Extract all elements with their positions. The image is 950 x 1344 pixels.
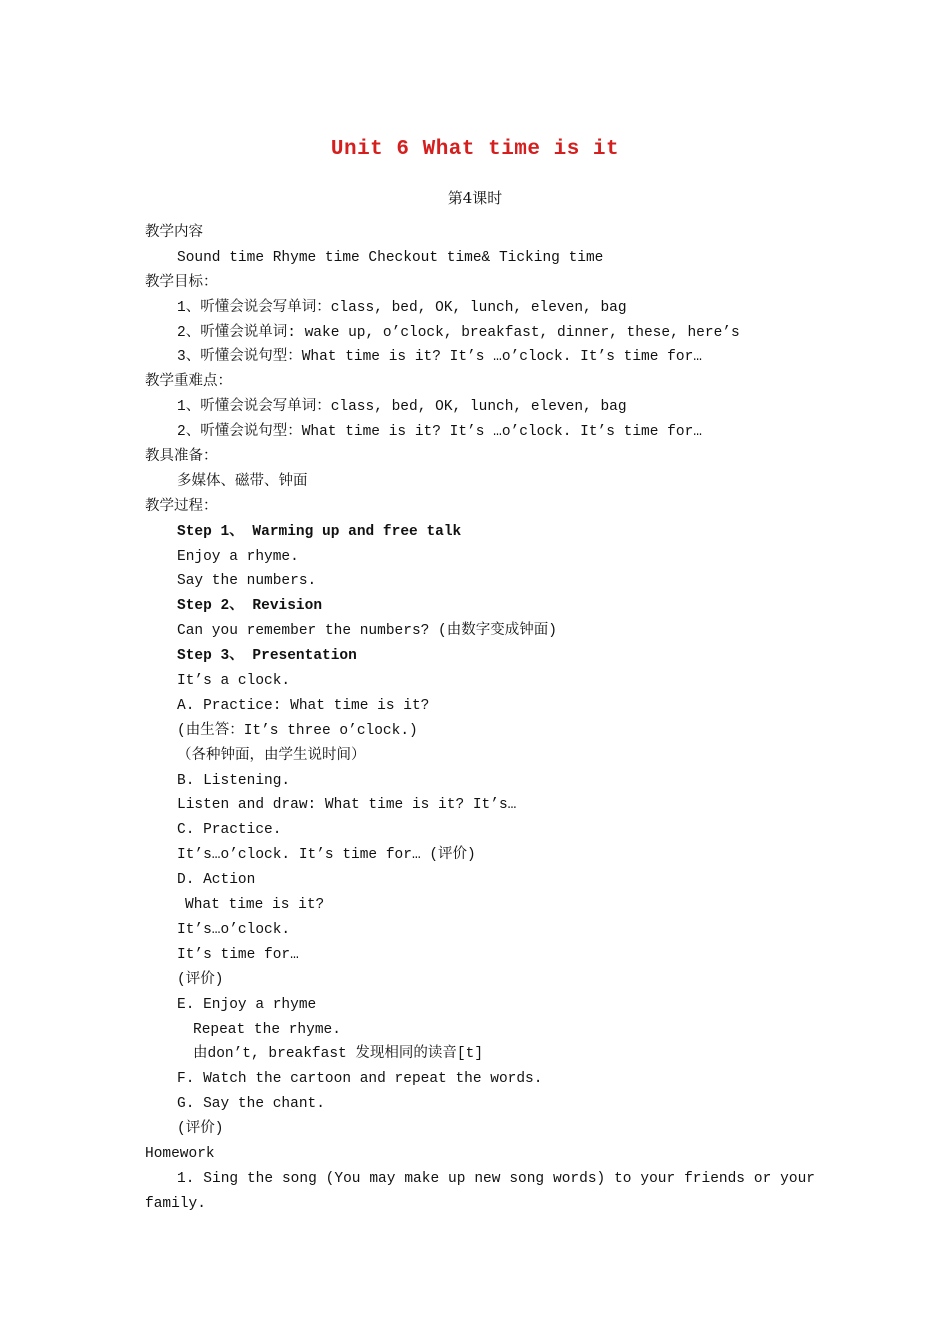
body-line: 由don’t, breakfast 发现相同的读音[t]: [193, 1046, 484, 1063]
section-heading: 教学内容: [145, 225, 203, 241]
body-line: 3、听懂会说句型：What time is it? It’s …o’clock. It’s time for…: [177, 349, 702, 366]
body-line: 2、听懂会说单词: wake up, o’clock, breakfast, dinner, these, here’s: [177, 324, 740, 341]
body-line: It’s…o’clock.: [177, 921, 291, 938]
section-heading: 教学过程：: [145, 498, 218, 515]
body-line: （各种钟面，由学生说时间）: [177, 747, 366, 764]
body-line: It’s…o’clock. It’s time for… (评价): [177, 847, 476, 864]
document-title: Unit 6 What time is it: [330, 138, 620, 161]
body-line: Repeat the rhyme.: [193, 1021, 341, 1038]
body-line: G. Say the chant.: [177, 1096, 325, 1113]
body-line: What time is it?: [185, 897, 325, 914]
body-line: Can you remember the numbers? (由数字变成钟面): [177, 623, 557, 640]
homework-item: 1. Sing the song (You may make up new song words) to your friends or your family.: [145, 1170, 815, 1212]
body-line: (评价): [177, 971, 224, 988]
section-heading: 教学目标：: [145, 274, 218, 291]
body-line: 多媒体、磁带、钟面: [177, 473, 308, 490]
body-line: D. Action: [177, 872, 256, 889]
body-line: 1、听懂会说会写单词：class, bed, OK, lunch, eleven, bag: [177, 299, 627, 316]
body-line: 2、听懂会说句型：What time is it? It’s …o’clock. It’s time for…: [177, 424, 702, 441]
step-heading: Step 3、 Presentation: [177, 648, 357, 665]
body-line: (由生答：It’s three o’clock.): [177, 722, 418, 739]
body-line: Say the numbers.: [177, 573, 317, 590]
body-line: (评价): [177, 1121, 224, 1138]
section-heading: Homework: [145, 1145, 215, 1162]
body-line: Listen and draw: What time is it? It’s…: [177, 797, 517, 814]
body-line: It’s time for…: [177, 946, 299, 963]
body-line: Sound time Rhyme time Checkout time& Ticking time: [177, 249, 604, 266]
body-line: F. Watch the cartoon and repeat the words.: [177, 1071, 543, 1088]
section-heading: 教学重难点：: [145, 374, 232, 391]
body-line: B. Listening.: [177, 772, 291, 789]
body-line: E. Enjoy a rhyme: [177, 996, 317, 1013]
step-heading: Step 2、 Revision: [177, 598, 323, 615]
body-line: Enjoy a rhyme.: [177, 548, 299, 565]
body-line: C. Practice.: [177, 822, 282, 839]
step-heading: Step 1、 Warming up and free talk: [177, 523, 462, 540]
document-body: [145, 221, 815, 1217]
section-heading: 教具准备：: [145, 449, 218, 466]
body-line: It’s a clock.: [177, 673, 291, 690]
body-line: A. Practice: What time is it?: [177, 697, 430, 714]
lesson-subtitle: 第4课时: [447, 189, 503, 207]
body-line: 1、听懂会说会写单词：class, bed, OK, lunch, eleven, bag: [177, 399, 627, 416]
